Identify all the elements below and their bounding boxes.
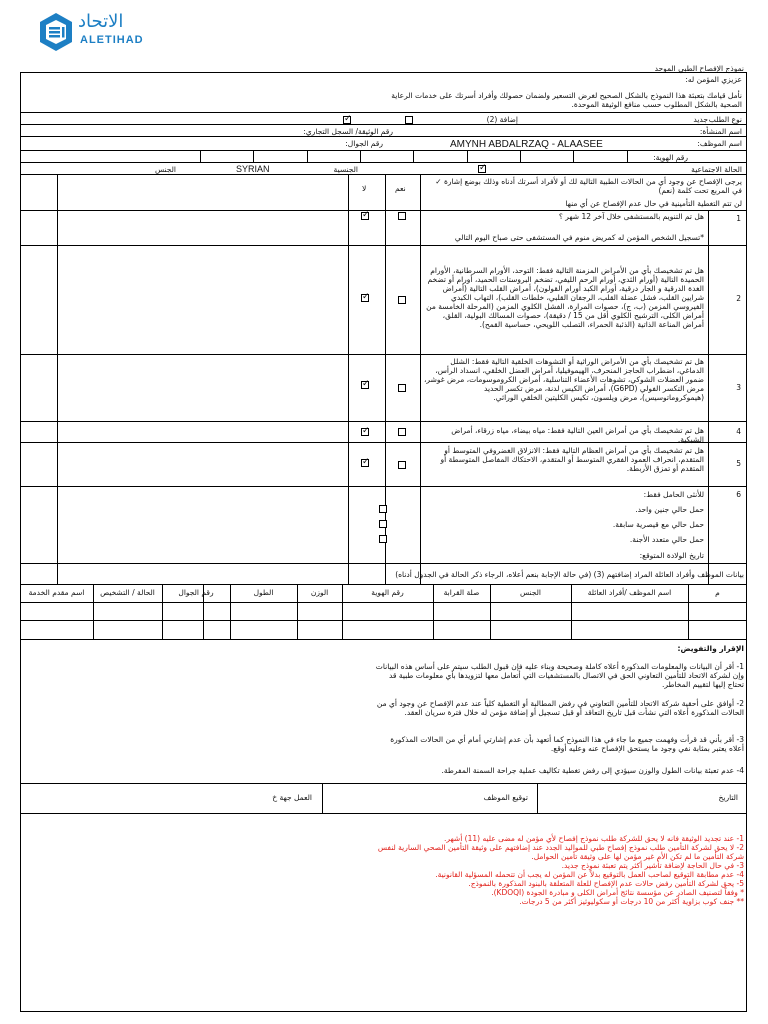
col-header-relation: صلة القرابة: [443, 588, 480, 597]
pregnancy-option-2-label: حمل حالي مع قيصرية سابقة.: [612, 520, 704, 529]
question-5-number: 5: [736, 459, 741, 468]
note-4: 4- عدم مطابقة التوقيع لصاحب العمل بالتوقيع بدلاً عن المؤمن له يجب أن تتحمله المسؤلية القانونية.: [435, 870, 744, 879]
family-table-title: بيانات الموظف وأفراد العائلة المراد إضافتهم (3) (في حالة الإجابة بنعم أعلاه، الرجاء ذكر الحالة في الجدول أدناه): [395, 570, 744, 579]
question-6-number: 6: [736, 490, 741, 499]
no-column-header: لا: [362, 184, 367, 193]
question-4-no-checkbox[interactable]: [361, 428, 369, 436]
yes-column-header: نعم: [395, 184, 406, 193]
question-5-no-checkbox[interactable]: [361, 459, 369, 467]
logo-mark-icon: [38, 12, 74, 52]
question-1-number: 1: [736, 214, 741, 223]
question-3-number: 3: [736, 383, 741, 392]
pregnancy-option-3-label: حمل حالي متعدد الأجنة.: [629, 535, 704, 544]
col-header-weight: الوزن: [310, 588, 329, 597]
note-3: 3- في حال الحاجة لإضافة تأشير أكثر يتم تعبئة نموذج جديد.: [561, 861, 744, 870]
question-1-yes-checkbox[interactable]: [398, 212, 406, 220]
company-logo: [38, 12, 158, 52]
note-1: 1- عند تجديد الوثيقة فانه لا يحق للشركة طلب نموذج إفصاح لأي مؤمن له مضى عليه (11) أشهر.: [443, 834, 744, 843]
intro-text: نأمل قيامك بتعبئة هذا النموذج بالشكل الصحيح لغرض التسعير ولضمان حصولك وأفراد أسرتك على خدمات الرعاية الصحية بالشكل المطلوب حسب منافع الوثيقة الموحدة.: [391, 91, 742, 109]
marital-status-checkbox[interactable]: [478, 165, 486, 173]
request-addition-label: إضافة (2): [486, 115, 518, 124]
request-new-checkbox[interactable]: [405, 116, 413, 124]
question-2-no-checkbox[interactable]: [361, 294, 369, 302]
col-header-id: رقم الهوية: [371, 588, 404, 597]
employee-signature-label: توقيع الموظف: [483, 793, 528, 802]
question-5-yes-checkbox[interactable]: [398, 461, 406, 469]
question-1-subtext: *تسجيل الشخص المؤمن له كمريض منوم في المستشفى حتى صباح اليوم التالي: [454, 233, 704, 242]
note-5: 5- يحق لشركة التأمين رفض حالات عدم الإفصاح للعلة المتعلقة بالبنود المذكورة بالنموذج.: [468, 879, 744, 888]
marital-status-label: الحالة الاجتماعية: [691, 165, 742, 174]
question-3-yes-checkbox[interactable]: [398, 384, 406, 392]
declaration-title: الإقرار والتفويض:: [677, 644, 744, 653]
col-header-mobile: رقم الجوال: [178, 588, 214, 597]
logo-arabic-text: الاتحاد: [78, 11, 124, 32]
question-4-text: هل تم تشخيصك بأي من أمراض العين التالية فقط: مياه بيضاء، مياه زرقاء، أمراض الشبكية.: [451, 426, 704, 444]
col-header-index: م: [715, 588, 720, 597]
question-2-number: 2: [736, 294, 741, 303]
nationality-value: SYRIAN: [236, 164, 270, 174]
id-number-label: رقم الهوية:: [653, 153, 688, 162]
declaration-paragraph-2: 2- أوافق على أحقية شركة الاتحاد للتأمين التعاوني في رفض المطالبة أو التغطية كلياً عند عدم الإفصاح عن وجود أي من الحالات المذكورة أعلاه التي نشأت قبل تاريخ التعاقد أو قبل تسجيل أو إضافة مؤمن له خلال فترة سريان العقد.: [376, 699, 744, 717]
question-1-text: هل تم التنويم بالمستشفى خلال آخر 12 شهر ؟: [558, 212, 704, 221]
question-4-number: 4: [736, 427, 741, 436]
gender-label: الجنس: [154, 165, 176, 174]
col-header-height: الطول: [253, 588, 274, 597]
col-header-provider: اسم مقدم الخدمة: [28, 588, 85, 597]
question-6-text: للأنثى الحامل فقط:: [643, 490, 704, 499]
note-6: * وفقاً لتصنيف الصادر عن مؤسسة نتائج أمراض الكلى و مبادرة الجودة (KDOQI).: [491, 888, 744, 897]
due-date-label: تاريخ الولادة المتوقع:: [639, 551, 704, 560]
question-3-no-checkbox[interactable]: [361, 381, 369, 389]
request-addition-checkbox[interactable]: [343, 116, 351, 124]
request-new-label: جديد: [693, 115, 708, 124]
disclosure-instructions: يرجى الإفصاح عن وجود أي من الحالات الطبية التالية لك أو لأفراد أسرتك أدناه وذلك بوضع إشارة ✓ في المربع تحت كلمة (نعم): [435, 177, 742, 195]
col-header-diagnosis: الحالة / التشخيص: [100, 588, 155, 597]
pregnancy-option-2-checkbox[interactable]: [379, 520, 387, 528]
nationality-label: الجنسية: [333, 165, 358, 174]
col-header-gender: الجنس: [519, 588, 542, 597]
question-5-text: هل تم تشخيصك بأي من أمراض العظام التالية فقط: الانزلاق الغضروفي المتوسط أو المتقدم، انحراف العمود الفقري المتوسط أو المتقدم، الاحتكاك المفاصل المتوسطة أو المتقدم أو تمزق الأربطة.: [440, 446, 704, 473]
request-type-label: نوع الطلب: [708, 115, 742, 124]
disclosure-note: لن تتم التغطية التأمينية في حال عدم الإفصاح عن أي منها: [565, 199, 742, 208]
signature-date-label: التاريخ: [718, 793, 738, 802]
employee-name-label: اسم الموظف:: [697, 139, 742, 148]
question-4-yes-checkbox[interactable]: [398, 428, 406, 436]
employer-stamp-label: العمل جهة خ: [272, 793, 312, 802]
pregnancy-option-1-label: حمل حالي جنين واحد.: [635, 505, 704, 514]
greeting: عزيزي المؤمن له:: [685, 75, 742, 84]
declaration-paragraph-3: 3- أقر بأني قد قرأت وفهمت جميع ما جاء في هذا النموذج كما أتعهد بأن عدم إشارتي أمام أي من الحالات المذكورة أعلاه يعتبر بمثابة نفي وجود ما يستحق الإفصاح عنه وعليه أوقع.: [390, 735, 744, 753]
logo-english-text: ALETIHAD: [80, 34, 144, 46]
pregnancy-option-1-checkbox[interactable]: [379, 505, 387, 513]
declaration-paragraph-4: 4- عدم تعبئة بيانات الطول والوزن سيؤدي إلى رفض تغطية تكاليف عملية جراحة السمنة المفرطة.: [441, 766, 744, 775]
note-2: 2- لا يحق لشركة التأمين طلب نموذج إفصاح طبي للمواليد الجدد عند إضافتهم على وثيقة التأمين الصحي السارية لنفس شركة التأمين ما لم تكن الأم غير مؤمن لها على وثيقة تأمين الحوامل.: [377, 843, 744, 861]
question-2-text: هل تم تشخيصك بأي من الأمراض المزمنة التالية فقط: التوحد، الأورام السرطانية، الأورام الحميدة التالية (أورام الثدي، أورام الرحم الليفي، تضخم البروستات الحميد، أورام أو تضخم الغدة الدرقية و الجار درقية، أورام الكبد أورام القولون)، أمراض القلب التالية (أمراض شرايين القلب، فشل عضلة القلب، الرجفان القلبي، خلطات القلب)، التهاب الكبدي الفيروسي المزمن (ب، ج)، حصوات المرارة، الفشل الكلوي المزمن (المرحلة الخامسة من أمراض الكلى، الترشيح الكلوي أقل من 15 / دقيقة)، حصوات المسالك البولية، القلق، أمراض المناعة الذاتية (الذئبة الحمراء، التصلب اللويحي، حساسية القمح).: [426, 266, 704, 329]
pregnancy-option-3-checkbox[interactable]: [379, 535, 387, 543]
facility-label: اسم المنشأة:: [699, 127, 742, 136]
employee-name-value: AMYNH ABDALRZAQ - ALAASEE: [450, 139, 603, 150]
note-7: ** جنف كوب بزاوية أكثر من 10 درجات أو سكوليوثيز أكثر من 5 درجات.: [519, 897, 744, 906]
mobile-label: رقم الجوال:: [345, 139, 383, 148]
question-1-no-checkbox[interactable]: [361, 212, 369, 220]
question-2-yes-checkbox[interactable]: [398, 296, 406, 304]
declaration-paragraph-1: 1- أقر أن البيانات والمعلومات المذكورة أعلاه كاملة وصحيحة وبناء عليه فإن قبول الطلب سيتم على أساس هذه البيانات وإن لشركة الاتحاد للتأمين التعاوني الحق في الاتصال بالمستشفيات التي أتعامل معها لتزويدها بأي معلومات طبية قد تحتاج إليها لتقييم المخاطر.: [375, 662, 744, 689]
form-title: نموذج الإفصاح الطبي الموحد: [654, 64, 744, 73]
question-3-text: هل تم تشخيصك بأي من الأمراض الوراثية أو التشوهات الخلقية التالية فقط: الشلل الدماغي، اضطراب الحاجز المنحرف، الهيموفيليا، أمراض العضل الخلقي، انسداد الرأس، ضمور العضلات الشوكي، تشوهات الأعضاء التناسلية، أمراض الكروموسومات، مرض غوشر، مرض التكسر الفولي (G6PD)، أمراض الكيس لدنة، مرض تكسر الحديد (هيموكروماتوسيس)، مرض ويلسون، تكيس الكليتين الخلقي الوراثي.: [424, 357, 704, 402]
document-number-label: رقم الوثيقة/ السجل التجاري:: [303, 127, 393, 136]
col-header-name: اسم الموظف /أفراد العائلة: [587, 588, 672, 597]
